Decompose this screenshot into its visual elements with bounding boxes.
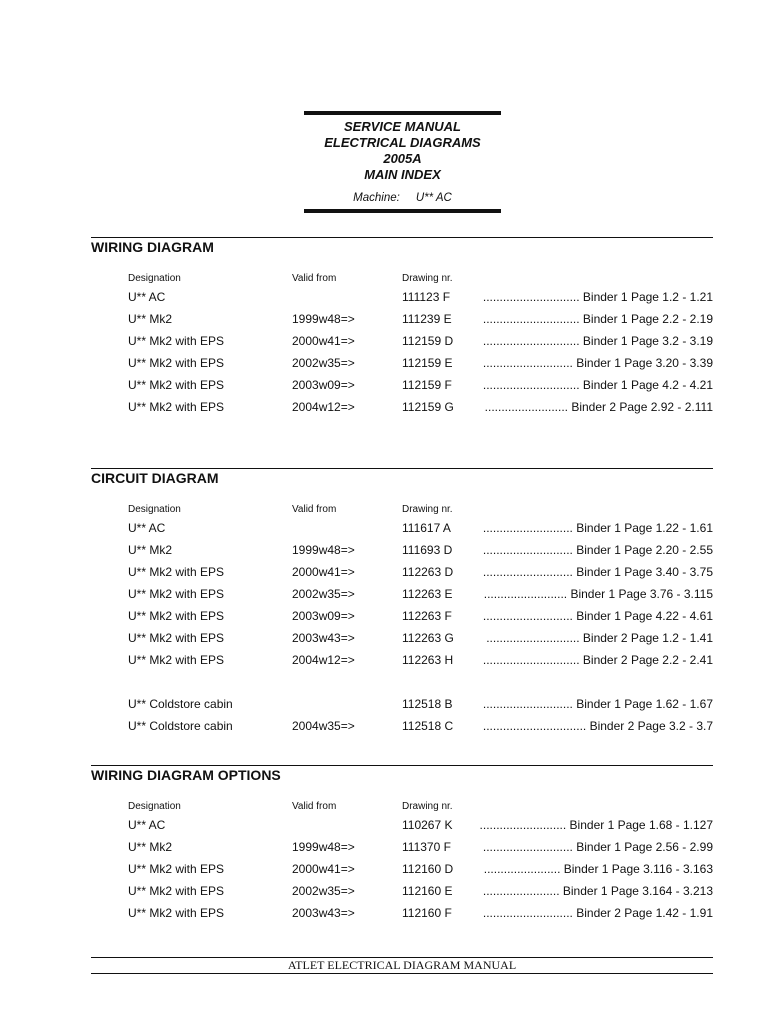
designation: U** Mk2 with EPS — [128, 631, 225, 645]
valid-from: 2003w09=> — [292, 378, 355, 392]
machine-label: Machine: — [353, 192, 400, 204]
table-row — [91, 859, 713, 881]
drawing-number: 111123 F — [402, 290, 451, 304]
binder-reference: ........................... Binder 2 Page 1.42 - 1.91 — [482, 906, 713, 920]
designation: U** Mk2 with EPS — [128, 653, 225, 667]
designation: U** Mk2 with EPS — [128, 334, 225, 348]
table-header — [91, 269, 713, 287]
binder-reference: ....................... Binder 1 Page 3.164 - 3.213 — [482, 884, 713, 898]
drawing-number: 111239 E — [402, 312, 452, 326]
designation: U** Coldstore cabin — [128, 719, 233, 733]
drawing-number: 112160 F — [402, 906, 452, 920]
blank-row — [91, 672, 713, 694]
drawing-number: 112263 H — [402, 653, 454, 667]
designation: U** Mk2 — [128, 840, 173, 854]
drawing-number: 112263 F — [402, 609, 452, 623]
drawing-number: 112263 D — [402, 565, 454, 579]
binder-reference: ........................... Binder 1 Page 1.62 - 1.67 — [482, 697, 713, 711]
valid-from: 1999w48=> — [292, 543, 355, 557]
drawing-number: 112160 D — [402, 862, 454, 876]
column-header-valid-from: Valid from — [292, 504, 337, 515]
drawing-number: 112159 G — [402, 400, 454, 414]
binder-reference: ............................. Binder 1 Page 3.2 - 3.19 — [482, 334, 713, 348]
column-header-drawing-nr: Drawing nr. — [402, 504, 453, 515]
designation: U** Mk2 with EPS — [128, 609, 225, 623]
designation: U** AC — [128, 290, 166, 304]
valid-from: 2003w43=> — [292, 631, 355, 645]
valid-from: 2003w09=> — [292, 609, 355, 623]
machine-row — [304, 191, 501, 205]
binder-reference: ............................. Binder 2 Page 2.2 - 2.41 — [482, 653, 713, 667]
machine-value: U** AC — [415, 192, 452, 204]
binder-reference: ....................... Binder 1 Page 3.116 - 3.163 — [483, 862, 713, 876]
section-wiring-diagram — [91, 237, 713, 419]
table-row — [91, 540, 713, 562]
table-row — [91, 375, 713, 397]
valid-from: 2002w35=> — [292, 884, 355, 898]
table-row — [91, 606, 713, 628]
binder-reference: ........................... Binder 1 Page 1.22 - 1.61 — [482, 521, 713, 535]
table-header — [91, 797, 713, 815]
table-row — [91, 584, 713, 606]
section-circuit-diagram — [91, 468, 713, 738]
designation: U** Mk2 with EPS — [128, 862, 225, 876]
valid-from: 2004w12=> — [292, 400, 355, 414]
table-row — [91, 903, 713, 925]
designation: U** Mk2 with EPS — [128, 356, 225, 370]
designation: U** Mk2 with EPS — [128, 884, 225, 898]
table-row — [91, 397, 713, 419]
valid-from: 2003w43=> — [292, 906, 355, 920]
table-row — [91, 353, 713, 375]
drawing-number: 111693 D — [402, 543, 453, 557]
binder-reference: ............................. Binder 1 Page 1.2 - 1.21 — [482, 290, 713, 304]
binder-reference: ........................... Binder 1 Page 2.56 - 2.99 — [482, 840, 713, 854]
drawing-number: 112160 E — [402, 884, 453, 898]
drawing-number: 110267 K — [402, 818, 453, 832]
designation: U** Mk2 — [128, 312, 173, 326]
section-wiring-diagram-options — [91, 765, 713, 925]
table-row — [91, 694, 713, 716]
binder-reference: .......................... Binder 1 Page 1.68 - 1.127 — [479, 818, 713, 832]
table-row — [91, 881, 713, 903]
drawing-number: 112159 E — [402, 356, 453, 370]
valid-from: 1999w48=> — [292, 840, 355, 854]
binder-reference: ............................... Binder 2 Page 3.2 - 3.7 — [482, 719, 713, 733]
column-header-designation: Designation — [128, 801, 181, 812]
designation: U** Mk2 with EPS — [128, 378, 225, 392]
binder-reference: ........................... Binder 1 Page 3.20 - 3.39 — [482, 356, 713, 370]
drawing-number: 112263 G — [402, 631, 454, 645]
designation: U** Mk2 with EPS — [128, 906, 225, 920]
table-row — [91, 815, 713, 837]
designation: U** AC — [128, 521, 166, 535]
drawing-number: 111370 F — [402, 840, 451, 854]
designation: U** AC — [128, 818, 166, 832]
binder-reference: ........................... Binder 1 Page 2.20 - 2.55 — [482, 543, 713, 557]
table-header — [91, 500, 713, 518]
title-line-electrical-diagrams: ELECTRICAL DIAGRAMS — [324, 135, 481, 150]
designation: U** Mk2 with EPS — [128, 565, 225, 579]
valid-from: 1999w48=> — [292, 312, 355, 326]
table-row — [91, 562, 713, 584]
title-line-service-manual: SERVICE MANUAL — [343, 119, 461, 134]
drawing-number: 112159 D — [402, 334, 454, 348]
binder-reference: ........................... Binder 1 Page 3.40 - 3.75 — [482, 565, 713, 579]
section-title: WIRING DIAGRAM OPTIONS — [91, 765, 713, 797]
valid-from: 2000w41=> — [292, 334, 355, 348]
table-row — [91, 518, 713, 540]
column-header-designation: Designation — [128, 504, 181, 515]
column-header-drawing-nr: Drawing nr. — [402, 273, 453, 284]
column-header-valid-from: Valid from — [292, 273, 337, 284]
title-block — [304, 111, 501, 213]
valid-from: 2000w41=> — [292, 565, 355, 579]
binder-reference: ............................. Binder 1 Page 4.2 - 4.21 — [482, 378, 713, 392]
table-row — [91, 309, 713, 331]
designation: U** Coldstore cabin — [128, 697, 233, 711]
designation: U** Mk2 with EPS — [128, 400, 225, 414]
binder-reference: ......................... Binder 2 Page 2.92 - 2.111 — [484, 400, 713, 414]
section-title: WIRING DIAGRAM — [91, 237, 713, 269]
binder-reference: ......................... Binder 1 Page 3.76 - 3.115 — [483, 587, 713, 601]
binder-reference: ............................ Binder 2 Page 1.2 - 1.41 — [486, 631, 713, 645]
page-footer: ATLET ELECTRICAL DIAGRAM MANUAL — [91, 957, 713, 974]
drawing-number: 112518 B — [402, 697, 453, 711]
section-title: CIRCUIT DIAGRAM — [91, 468, 713, 500]
column-header-drawing-nr: Drawing nr. — [402, 801, 453, 812]
designation: U** Mk2 with EPS — [128, 587, 225, 601]
table-row — [91, 331, 713, 353]
title-line-version: 2005A — [383, 151, 422, 166]
designation: U** Mk2 — [128, 543, 173, 557]
table-row — [91, 716, 713, 738]
drawing-number: 112159 F — [402, 378, 452, 392]
valid-from: 2004w35=> — [292, 719, 355, 733]
binder-reference: ............................. Binder 1 Page 2.2 - 2.19 — [482, 312, 713, 326]
table-row — [91, 837, 713, 859]
drawing-number: 112518 C — [402, 719, 454, 733]
table-row — [91, 287, 713, 309]
drawing-number: 112263 E — [402, 587, 453, 601]
valid-from: 2002w35=> — [292, 587, 355, 601]
valid-from: 2004w12=> — [292, 653, 355, 667]
binder-reference: ........................... Binder 1 Page 4.22 - 4.61 — [482, 609, 713, 623]
drawing-number: 111617 A — [402, 521, 451, 535]
table-row — [91, 628, 713, 650]
column-header-designation: Designation — [128, 273, 181, 284]
valid-from: 2000w41=> — [292, 862, 355, 876]
title-line-main-index: MAIN INDEX — [364, 167, 441, 182]
column-header-valid-from: Valid from — [292, 801, 337, 812]
valid-from: 2002w35=> — [292, 356, 355, 370]
table-row — [91, 650, 713, 672]
